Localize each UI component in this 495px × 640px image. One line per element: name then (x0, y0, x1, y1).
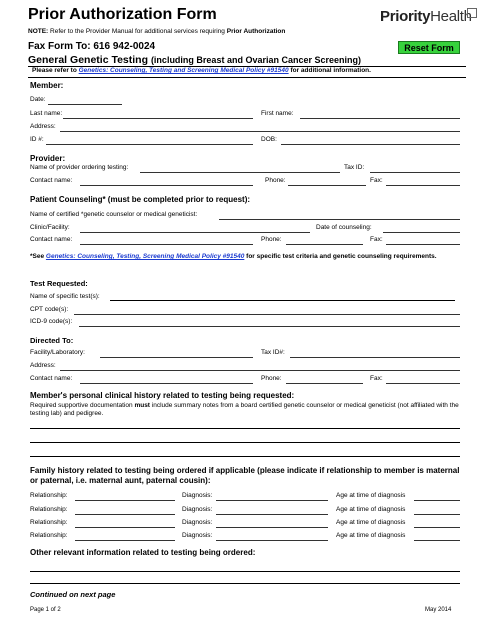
relationship-field[interactable] (75, 500, 175, 501)
form-heading (28, 54, 361, 66)
relationship-field[interactable] (75, 527, 175, 528)
history-para-b: include summary notes from a board certified genetic counselor or medical geneticist (not affiliated with the testing lab) and pedigree. (30, 402, 459, 417)
age-field[interactable] (414, 540, 460, 541)
member-heading: Member: (30, 81, 64, 90)
diagnosis-field[interactable] (216, 527, 328, 528)
fax-number: Fax Form To: 616 942-0024 (28, 41, 156, 52)
counseling-phone-field[interactable] (286, 244, 363, 245)
other-info-line-2[interactable] (30, 583, 460, 584)
diagnosis-field[interactable] (216, 500, 328, 501)
policy-rule (28, 77, 466, 78)
diagnosis-label: Diagnosis: (182, 519, 213, 526)
history-para-a: Required supportive documentation (30, 402, 133, 409)
age-field[interactable] (414, 514, 460, 515)
first-name-field[interactable] (300, 118, 460, 119)
relationship-label: Relationship: (30, 506, 68, 513)
directed-phone-label: Phone: (261, 375, 282, 382)
relationship-label: Relationship: (30, 519, 68, 526)
directed-tax-id-label: Tax ID#: (261, 349, 285, 356)
continued-note: Continued on next page (30, 590, 116, 599)
directed-fax-label: Fax: (370, 375, 383, 382)
note-bold: Prior Authorization (226, 28, 286, 35)
dob-label: DOB: (261, 136, 277, 143)
relationship-label: Relationship: (30, 532, 68, 539)
last-name-label: Last name: (30, 110, 63, 117)
facility-label: Facility/Laboratory: (30, 349, 85, 356)
provider-heading: Provider: (30, 154, 66, 163)
provider-name-field[interactable] (140, 172, 340, 173)
dob-field[interactable] (281, 144, 460, 145)
counseling-contact-label: Contact name: (30, 236, 73, 243)
counseling-date-field[interactable] (383, 232, 460, 233)
age-field[interactable] (414, 527, 460, 528)
policy-link[interactable]: Genetics: Counseling, Testing and Screening Medical Policy #91540 (78, 67, 289, 74)
test-name-field[interactable] (110, 300, 455, 301)
age-label: Age at time of diagnosis (336, 519, 406, 526)
first-name-label: First name: (261, 110, 294, 117)
counseling-fax-field[interactable] (386, 244, 460, 245)
member-date-label: Date: (30, 96, 46, 103)
directed-tax-id-field[interactable] (290, 357, 460, 358)
counseling-contact-field[interactable] (80, 244, 253, 245)
clinic-label: Clinic/Facility: (30, 224, 70, 231)
directed-contact-field[interactable] (80, 383, 253, 384)
family-heading: Family history related to testing being ordered if applicable (please indicate if relationship to member is maternal or paternal, i.e. maternal aunt, paternal cousin): (30, 466, 460, 485)
age-label: Age at time of diagnosis (336, 492, 406, 499)
member-address-field[interactable] (60, 131, 460, 132)
age-field[interactable] (414, 500, 460, 501)
directed-contact-label: Contact name: (30, 375, 73, 382)
icd-field[interactable] (79, 326, 460, 327)
cpt-label: CPT code(s): (30, 306, 69, 313)
age-label: Age at time of diagnosis (336, 506, 406, 513)
history-line-2[interactable] (30, 442, 460, 443)
note-prefix: NOTE: (28, 28, 49, 35)
counseling-date-label: Date of counseling: (316, 224, 372, 231)
provider-contact-field[interactable] (80, 185, 253, 186)
other-info-line-1[interactable] (30, 571, 460, 572)
form-heading-subtitle: (including Breast and Ovarian Cancer Screening) (150, 55, 361, 65)
member-id-label: ID #: (30, 136, 44, 143)
diagnosis-field[interactable] (216, 540, 328, 541)
page-number: Page 1 of 2 (30, 607, 61, 613)
see-prefix: *See (30, 253, 45, 260)
policy-prefix: Please refer to (32, 67, 77, 74)
relationship-field[interactable] (75, 514, 175, 515)
member-address-label: Address: (30, 123, 56, 130)
history-requirements (30, 402, 460, 418)
history-line-1[interactable] (30, 428, 460, 429)
form-date: May 2014 (425, 607, 452, 613)
cpt-field[interactable] (74, 314, 460, 315)
see-policy-note (30, 253, 460, 261)
priority-health-logo (380, 8, 472, 25)
policy-reference (32, 67, 371, 74)
counselor-name-field[interactable] (219, 219, 460, 220)
counseling-heading: Patient Counseling* (must be completed prior to request): (30, 195, 251, 204)
counselor-name-label: Name of certified *genetic counselor or medical geneticist: (30, 211, 198, 218)
form-heading-title: General Genetic Testing (28, 54, 149, 66)
policy-suffix: for additional information. (290, 67, 371, 74)
counseling-fax-label: Fax: (370, 236, 383, 243)
member-id-field[interactable] (46, 144, 253, 145)
age-label: Age at time of diagnosis (336, 532, 406, 539)
provider-tax-id-label: Tax ID: (344, 164, 365, 171)
test-name-label: Name of specific test(s): (30, 293, 100, 300)
history-heading: Member's personal clinical history related to testing being requested: (30, 391, 295, 400)
counseling-phone-label: Phone: (261, 236, 282, 243)
diagnosis-label: Diagnosis: (182, 506, 213, 513)
see-suffix: for specific test criteria and genetic counseling requirements. (246, 253, 437, 260)
relationship-field[interactable] (75, 540, 175, 541)
see-policy-link[interactable]: Genetics: Counseling, Testing, Screening Medical Policy #91540 (45, 253, 245, 260)
provider-fax-field[interactable] (386, 185, 460, 186)
history-para-must: must (134, 402, 150, 409)
provider-fax-label: Fax: (370, 177, 383, 184)
provider-contact-label: Contact name: (30, 177, 73, 184)
provider-phone-label: Phone: (265, 177, 286, 184)
provider-tax-id-field[interactable] (370, 172, 460, 173)
provider-name-label: Name of provider ordering testing: (30, 164, 129, 171)
directed-fax-field[interactable] (386, 383, 460, 384)
icd-label: ICD-9 code(s): (30, 318, 73, 325)
diagnosis-label: Diagnosis: (182, 532, 213, 539)
reset-form-button[interactable]: Reset Form (398, 41, 460, 54)
last-name-field[interactable] (63, 118, 253, 119)
directed-heading: Directed To: (30, 336, 74, 345)
directed-address-label: Address: (30, 362, 56, 369)
other-info-heading: Other relevant information related to testing being ordered: (30, 548, 256, 557)
form-title: Prior Authorization Form (28, 6, 217, 23)
history-line-3[interactable] (30, 456, 460, 457)
note-text: Refer to the Provider Manual for additional services requiring (50, 28, 225, 35)
clinic-field[interactable] (80, 232, 310, 233)
manual-note (28, 28, 285, 35)
provider-phone-field[interactable] (288, 185, 366, 186)
logo-mark-icon (467, 8, 477, 18)
relationship-label: Relationship: (30, 492, 68, 499)
directed-phone-field[interactable] (286, 383, 363, 384)
member-date-field[interactable] (48, 104, 122, 105)
logo-part1: Priority (380, 8, 431, 25)
directed-address-field[interactable] (60, 370, 460, 371)
diagnosis-label: Diagnosis: (182, 492, 213, 499)
logo-part2: Health (430, 8, 472, 25)
facility-field[interactable] (100, 357, 253, 358)
test-heading: Test Requested: (30, 279, 88, 288)
diagnosis-field[interactable] (216, 514, 328, 515)
